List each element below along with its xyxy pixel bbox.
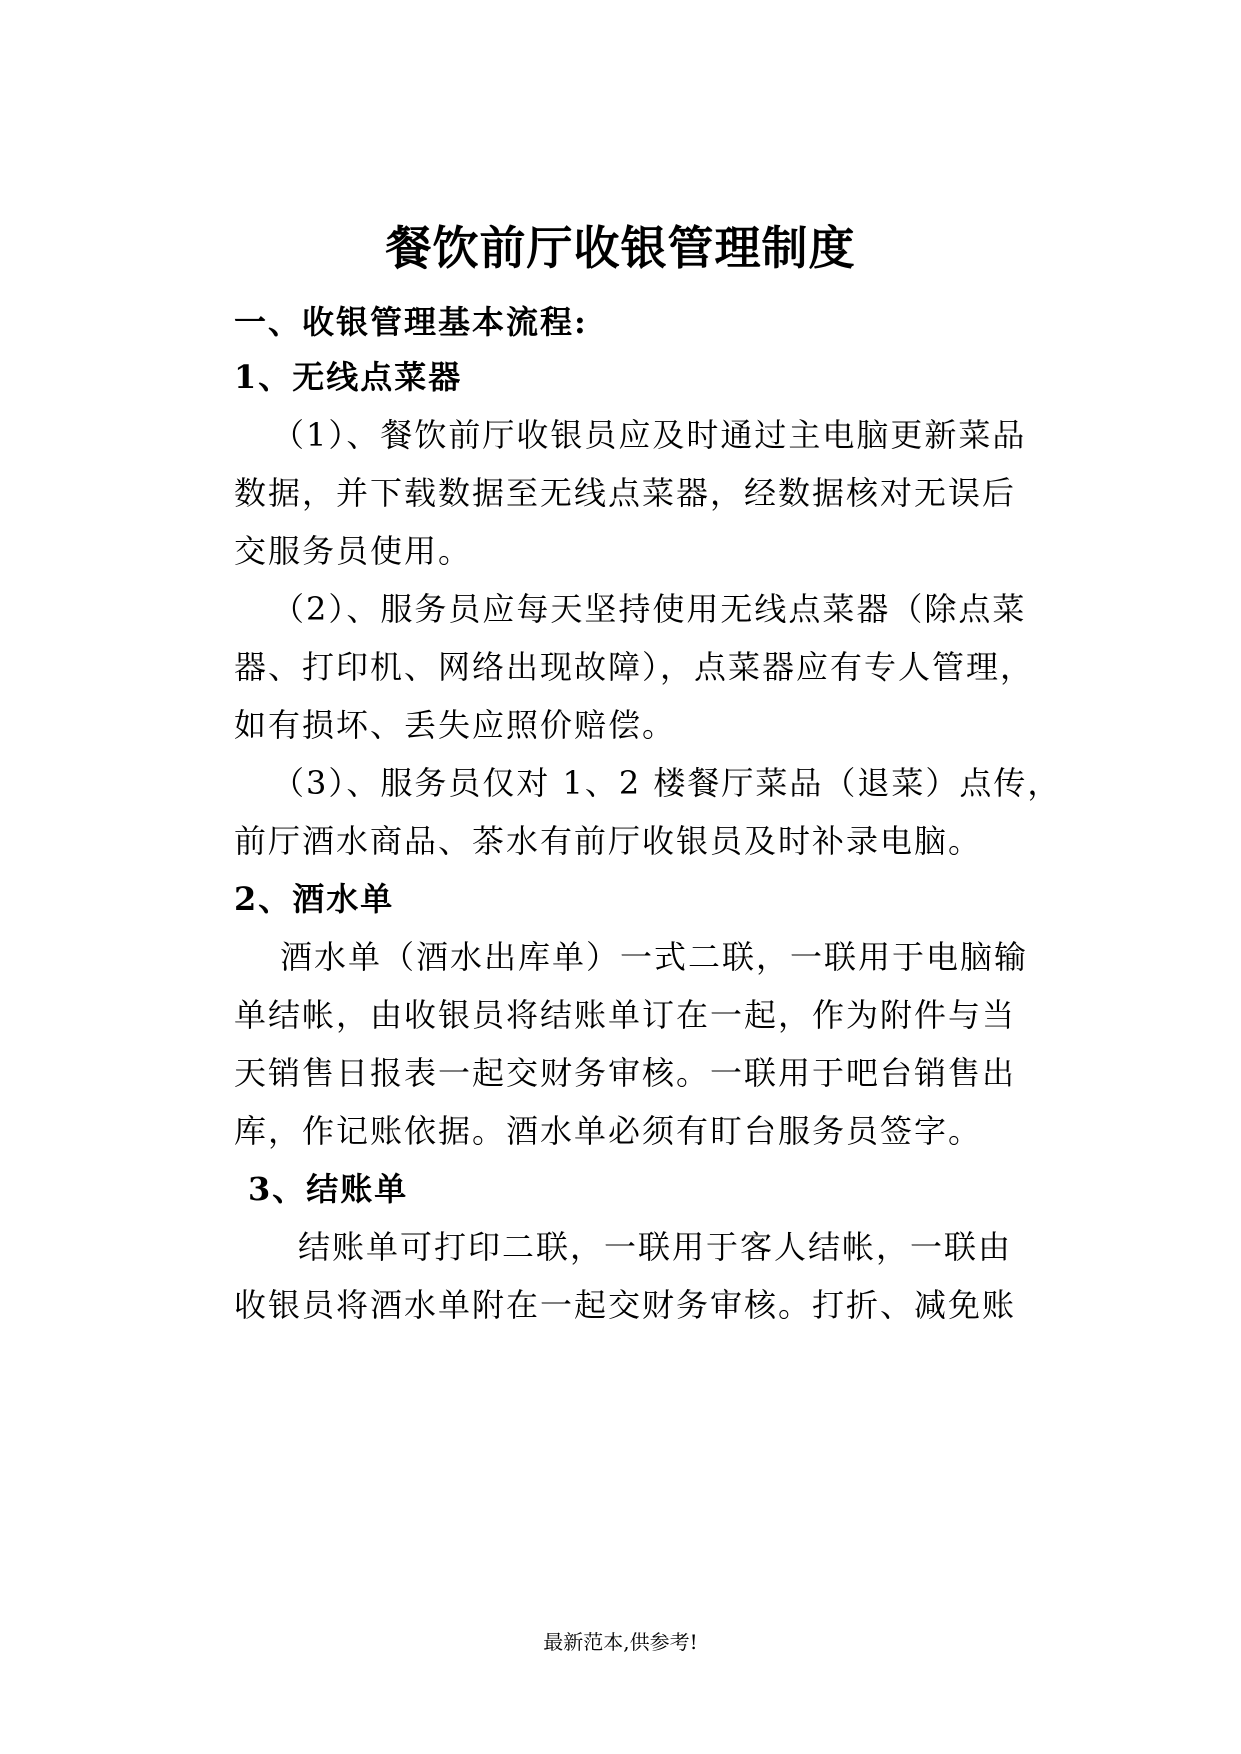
page-footer: 最新范本,供参考! [543, 1630, 698, 1654]
paragraph-line: 结账单可打印二联，一联用于客人结帐，一联由 [298, 1228, 1013, 1266]
subsection-heading-1: 1、无线点菜器 [234, 358, 463, 396]
subsection-heading-3: 3、结账单 [248, 1170, 409, 1208]
paragraph-line: 器、打印机、网络出现故障），点菜器应有专人管理， [234, 648, 1035, 686]
paragraph-line: 库，作记账依据。酒水单必须有盯台服务员签字。 [234, 1112, 983, 1150]
paragraph-line: 如有损坏、丢失应照价赔偿。 [234, 706, 677, 744]
subsection-heading-2: 2、酒水单 [234, 880, 395, 918]
paragraph-line: 天销售日报表一起交财务审核。一联用于吧台销售出 [234, 1054, 1017, 1092]
paragraph-line: （2）、服务员应每天坚持使用无线点菜器（除点菜 [272, 590, 1027, 628]
section-heading-1: 一、收银管理基本流程: [234, 303, 588, 341]
page-title: 餐饮前厅收银管理制度 [385, 221, 856, 275]
paragraph-line: 前厅酒水商品、茶水有前厅收银员及时补录电脑。 [234, 822, 983, 860]
paragraph-line: 收银员将酒水单附在一起交财务审核。打折、减免账 [234, 1286, 1017, 1324]
paragraph-line: （3）、服务员仅对 1、2 楼餐厅菜品（退菜）点传， [272, 764, 1062, 802]
paragraph-line: 数据，并下载数据至无线点菜器，经数据核对无误后 [234, 474, 1017, 512]
paragraph-line: 交服务员使用。 [234, 532, 473, 570]
paragraph-line: 单结帐，由收银员将结账单订在一起，作为附件与当 [234, 996, 1017, 1034]
paragraph-line: （1）、餐饮前厅收银员应及时通过主电脑更新菜品 [272, 416, 1027, 454]
paragraph-line: 酒水单（酒水出库单）一式二联，一联用于电脑输 [280, 938, 1029, 976]
